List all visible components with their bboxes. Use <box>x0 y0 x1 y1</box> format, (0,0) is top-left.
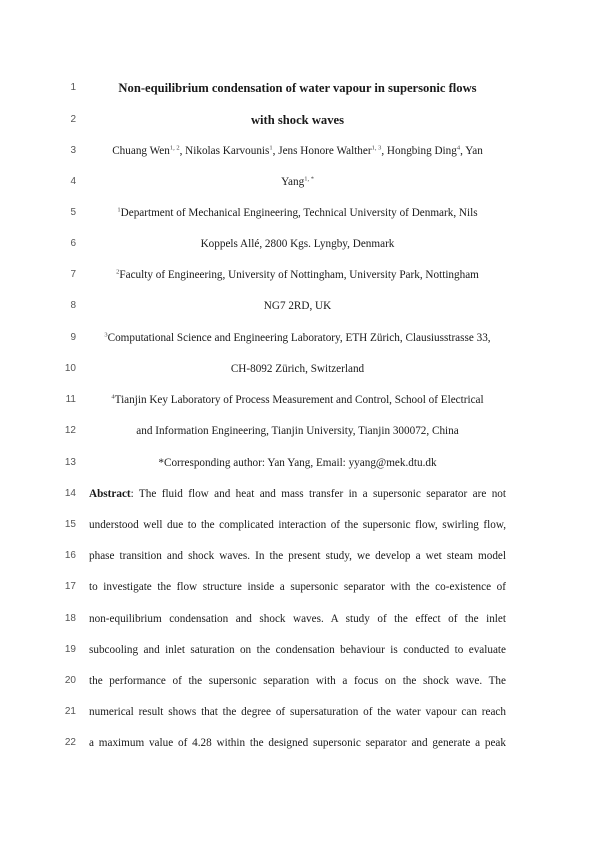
line-1 <box>0 78 595 98</box>
line-3 <box>0 141 595 161</box>
line-number: 10 <box>64 363 76 374</box>
line-number: 11 <box>65 394 76 405</box>
affiliation-3 <box>89 328 506 348</box>
affiliation-3-continued: CH-8092 Zürich, Switzerland <box>230 363 365 375</box>
abstract-line: a maximum value of 4.28 within the designed supersonic separator and generate a peak <box>89 737 506 749</box>
affiliation-text: Department of Mechanical Engineering, Technical University of Denmark, Nils <box>120 207 478 219</box>
line-17 <box>0 577 595 597</box>
line-number: 9 <box>70 332 76 343</box>
line-number: 3 <box>70 145 76 156</box>
line-number: 15 <box>64 519 76 530</box>
line-number: 19 <box>64 644 76 655</box>
author-list <box>89 141 506 161</box>
abstract-line: to investigate the flow structure inside a supersonic separator with the co-existence of <box>89 581 506 593</box>
line-19 <box>0 640 595 660</box>
line-number: 2 <box>70 114 76 125</box>
paper-title-line-1: Non-equilibrium condensation of water vapour in supersonic flows <box>118 81 477 95</box>
affiliation-mark: 2 <box>116 268 120 276</box>
line-12 <box>0 421 595 441</box>
author-affiliation-mark: 1, * <box>304 175 314 183</box>
line-number: 18 <box>64 613 76 624</box>
line-4 <box>0 172 595 192</box>
line-11 <box>0 390 595 410</box>
line-5 <box>0 203 595 223</box>
author-affiliation-mark: 1, 3 <box>371 144 382 152</box>
abstract-line: the performance of the supersonic separation with a focus on the shock wave. The <box>89 675 506 687</box>
author-name: Chuang Wen <box>112 145 170 157</box>
line-13 <box>0 453 595 473</box>
author-name: , Hongbing Ding <box>381 145 457 157</box>
author-list-continued <box>89 172 506 192</box>
line-21 <box>0 702 595 722</box>
author-name: , Jens Honore Walther <box>272 145 372 157</box>
author-affiliation-mark: 1, 2 <box>169 144 180 152</box>
line-22 <box>0 733 595 753</box>
author-affiliation-mark: 4 <box>456 144 461 152</box>
paper-title-line-2: with shock waves <box>250 113 345 127</box>
line-8 <box>0 296 595 316</box>
line-number: 12 <box>64 425 76 436</box>
abstract-line: subcooling and inlet saturation on the condensation behaviour is conducted to evaluate <box>89 644 506 656</box>
author-name: Yang <box>281 176 305 188</box>
line-number: 21 <box>64 706 76 717</box>
line-9 <box>0 328 595 348</box>
line-number: 22 <box>64 737 76 748</box>
line-2 <box>0 110 595 130</box>
line-16 <box>0 546 595 566</box>
affiliation-mark: 3 <box>104 331 108 339</box>
line-number: 6 <box>70 238 76 249</box>
line-20 <box>0 671 595 691</box>
line-14 <box>0 484 595 504</box>
affiliation-text: Computational Science and Engineering Laboratory, ETH Zürich, Clausiusstrasse 33, <box>107 332 491 344</box>
line-10 <box>0 359 595 379</box>
affiliation-1 <box>89 203 506 223</box>
line-number: 5 <box>70 207 76 218</box>
line-15 <box>0 515 595 535</box>
affiliation-2 <box>89 265 506 285</box>
line-number: 1 <box>70 82 76 93</box>
affiliation-2-continued: NG7 2RD, UK <box>263 300 332 312</box>
line-number: 20 <box>64 675 76 686</box>
affiliation-4-continued: and Information Engineering, Tianjin University, Tianjin 300072, China <box>136 425 459 437</box>
abstract-label: Abstract <box>89 488 131 500</box>
abstract-line: numerical result shows that the degree of supersaturation of the water vapour can reach <box>89 706 506 718</box>
affiliation-text: Faculty of Engineering, University of Nottingham, University Park, Nottingham <box>119 269 479 281</box>
line-number: 8 <box>70 300 76 311</box>
abstract-line: non-equilibrium condensation and shock waves. A study of the effect of the inlet <box>89 613 506 625</box>
abstract-line: understood well due to the complicated interaction of the supersonic flow, swirling flow, <box>89 519 506 531</box>
corresponding-author: *Corresponding author: Yan Yang, Email: yyang@mek.dtu.dk <box>158 457 437 469</box>
line-number: 14 <box>64 488 76 499</box>
affiliation-mark: 4 <box>111 393 115 401</box>
affiliation-4 <box>89 390 506 410</box>
line-number: 7 <box>70 269 76 280</box>
line-number: 17 <box>64 581 76 592</box>
author-affiliation-mark: 1 <box>269 144 273 152</box>
line-number: 4 <box>70 176 76 187</box>
affiliation-1-continued: Koppels Allé, 2800 Kgs. Lyngby, Denmark <box>200 238 395 250</box>
line-number: 13 <box>64 457 76 468</box>
author-name: , Yan <box>460 145 483 157</box>
line-number: 16 <box>64 550 76 561</box>
affiliation-text: Tianjin Key Laboratory of Process Measurement and Control, School of Electrical <box>114 394 484 406</box>
abstract-text: : The fluid flow and heat and mass transfer in a supersonic separator are not <box>130 488 506 500</box>
line-18 <box>0 609 595 629</box>
line-6 <box>0 234 595 254</box>
line-7 <box>0 265 595 285</box>
author-name: , Nikolas Karvounis <box>179 145 270 157</box>
affiliation-mark: 1 <box>117 206 121 214</box>
abstract-line <box>89 484 506 504</box>
abstract-line: phase transition and shock waves. In the present study, we develop a wet steam model <box>89 550 506 562</box>
